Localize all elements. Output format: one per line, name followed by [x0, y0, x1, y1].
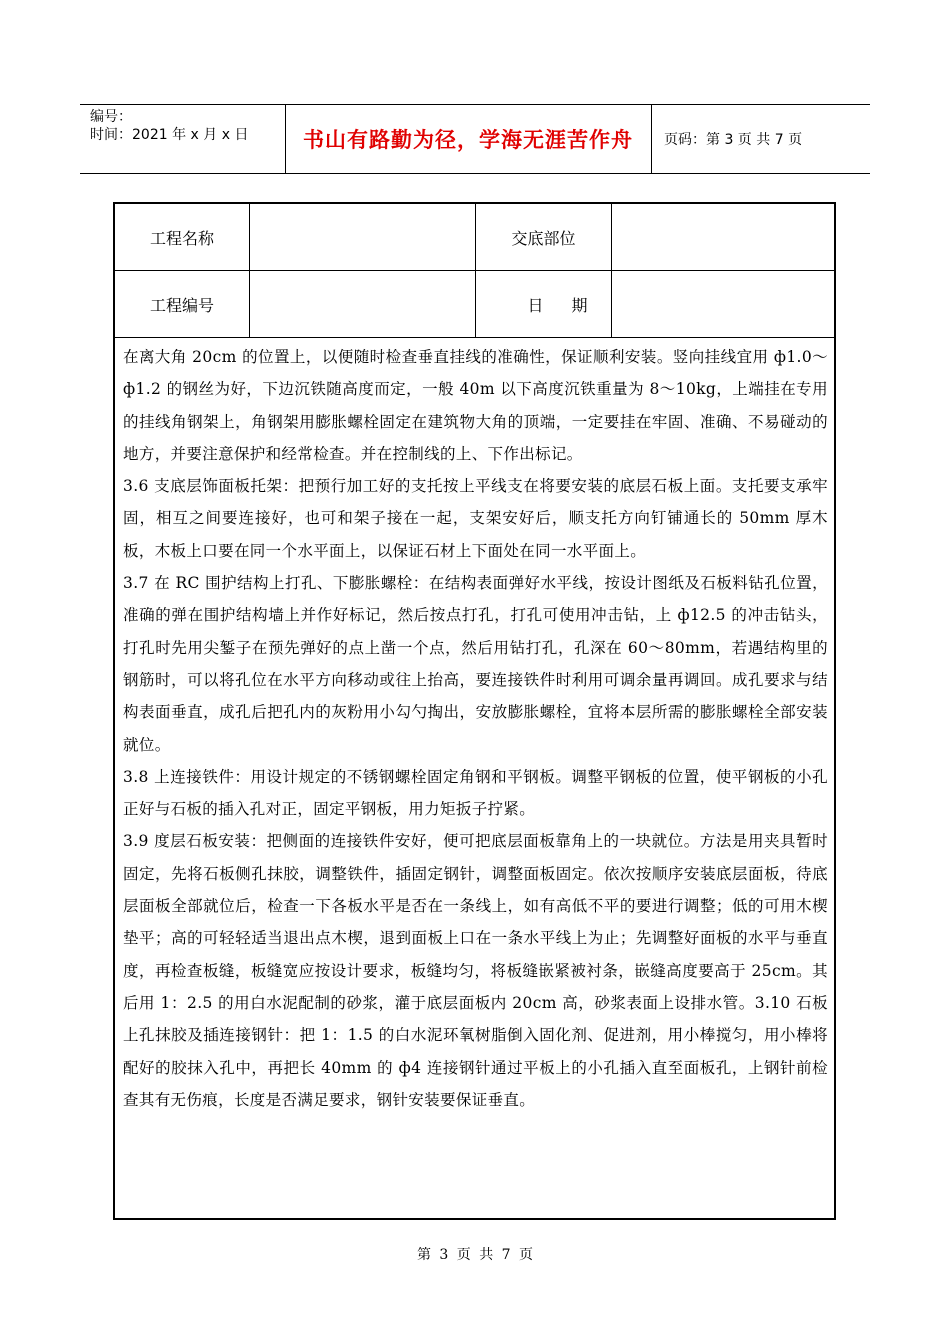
date-value — [612, 271, 834, 337]
header-motto: 书山有路勤为径，学海无涯苦作舟 — [303, 128, 633, 152]
table-row — [115, 271, 834, 338]
header-divider — [651, 105, 652, 173]
content-paragraph: 3.7 在 RC 围护结构上打孔、下膨胀螺栓：在结构表面弹好水平线，按设计图纸及石板料钻孔位置，准确的弹在围护结构墙上并作好标记，然后按点打孔，打孔可使用冲击钻，上 ф12.5 的冲击钻头，打孔时先用尖錾子在预先弹好的点上凿一个点，然后用钻打孔，孔深在 60～80mm，若遇结构里的钢筋时，可以将孔位在水平方向移动或往上抬高，要连接铁件时利用可调余量再调回。成孔要求与结构表面垂直，成孔后把孔内的灰粉用小勾勺掏出，安放膨胀螺栓，宜将本层所需的膨胀螺栓全部安装就位。 — [123, 574, 828, 754]
page-footer: 第 3 页 共 7 页 — [416, 1247, 534, 1263]
briefing-location-value — [612, 204, 834, 270]
content-paragraph: 3.9 度层石板安装：把侧面的连接铁件安好，便可把底层面板靠角上的一块就位。方法是用夹具暂时固定，先将石板侧孔抹胶，调整铁件，插固定钢针，调整面板固定。依次按顺序安装底层面板，待底层面板全部就位后，检查一下各板水平是否在一条线上，如有高低不平的要进行调整；低的可用木楔垫平；高的可轻轻适当退出点木楔，退到面板上口在一条水平线上为止；先调整好面板的水平与垂直度，再检查板缝，板缝宽应按设计要求，板缝均匀，将板缝嵌紧被衬条，嵌缝高度要高于 25cm。其后用 1：2.5 的用白水泥配制的砂浆，灌于底层面板内 20cm 高，砂浆表面上设排水管。3.10 石板上孔抹胶及插连接钢针：把 1：1.5 的白水泥环氧树脂倒入固化剂、促进剂，用小棒搅匀，用小棒将配好的胶抹入孔中，再把长 40mm 的 ф4 连接钢针通过平板上的小孔插入直至面板孔，上钢针前检查其有无伤痕，长度是否满足要求，钢针安装要保证垂直。 — [123, 832, 828, 1109]
header-meta — [90, 108, 248, 144]
briefing-table — [113, 202, 836, 1220]
briefing-location-label: 交底部位 — [511, 228, 576, 248]
project-name-label: 工程名称 — [149, 228, 214, 248]
date-label: 日期 — [527, 295, 616, 315]
table-row — [115, 204, 834, 271]
document-code: 编号： — [90, 109, 132, 125]
project-number-label: 工程编号 — [149, 295, 214, 315]
content-paragraph: 3.8 上连接铁件：用设计规定的不锈钢螺栓固定角钢和平钢板。调整平钢板的位置，使平钢板的小孔正好与石板的插入孔对正，固定平钢板，用力矩扳子拧紧。 — [123, 767, 828, 819]
project-name-value — [250, 204, 475, 270]
project-number-value — [250, 271, 475, 337]
briefing-content — [123, 341, 828, 1116]
page-header — [80, 104, 870, 174]
content-paragraph: 在离大角 20cm 的位置上，以便随时检查垂直挂线的准确性，保证顺利安装。竖向挂线宜用 ф1.0～ф1.2 的钢丝为好，下边沉铁随高度而定，一般 40m 以下高度沉铁重量为 8～10kg，上端挂在专用的挂线角钢架上，角钢架用膨胀螺栓固定在建筑物大角的顶端，一定要挂在牢固、准确、不易碰动的地方，并要注意保护和经常检查。并在控制线的上、下作出标记。 — [123, 348, 828, 463]
document-date: 时间：2021 年 x 月 x 日 — [90, 127, 249, 143]
header-page-number: 页码：第 3 页 共 7 页 — [664, 132, 803, 148]
content-paragraph: 3.6 支底层饰面板托架：把预行加工好的支托按上平线支在将要安装的底层石板上面。支托要支承牢固，相互之间要连接好，也可和架子接在一起，支架安好后，顺支托方向钉铺通长的 50mm 厚木板，木板上口要在同一个水平面上，以保证石材上下面处在同一水平面上。 — [123, 477, 828, 560]
